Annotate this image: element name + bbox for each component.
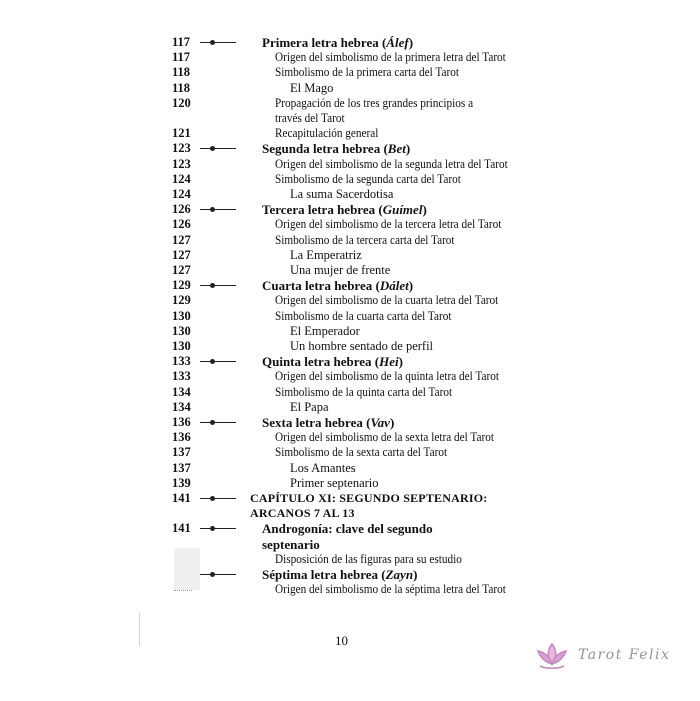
toc-entry <box>0 293 700 308</box>
toc-page-number: 124 <box>172 171 191 186</box>
title-part: Androgonía: clave del segundo <box>262 521 433 537</box>
toc-entry-title <box>275 233 455 248</box>
toc-entry <box>0 521 700 536</box>
title-part: Séptima letra hebrea ( <box>262 567 386 582</box>
toc-entry <box>0 461 700 476</box>
toc-page-number: 129 <box>172 278 191 293</box>
toc-entry-title <box>275 385 452 400</box>
toc-entry <box>0 506 700 521</box>
toc-entry <box>0 126 700 141</box>
title-part: Bet <box>387 141 406 157</box>
leader-line <box>200 285 236 286</box>
title-part: Una mujer de frente <box>290 263 391 277</box>
toc-entry <box>0 476 700 491</box>
toc-entry-title <box>275 293 498 308</box>
toc-entry-title <box>262 278 413 293</box>
leader-line <box>200 528 236 529</box>
leader-line <box>200 42 236 43</box>
title-part: Quinta letra hebrea ( <box>262 354 380 370</box>
toc-entry-title <box>275 96 473 111</box>
toc-entry <box>0 141 700 156</box>
title-part: Un hombre sentado de perfil <box>290 339 434 353</box>
toc-entry-title <box>290 324 360 339</box>
toc-entry <box>0 263 700 278</box>
title-part: ) <box>405 141 411 157</box>
toc-entry-title <box>275 552 462 567</box>
toc-entry-title <box>275 172 461 187</box>
toc-entry <box>0 65 700 80</box>
toc-entry <box>0 248 700 263</box>
title-part: Vav <box>370 415 390 430</box>
toc-entry-title <box>275 65 459 80</box>
toc-page-number: 120 <box>172 95 191 110</box>
toc-page-number: 126 <box>172 202 191 217</box>
title-part: Origen del simbolismo de la quinta letra del Tarot <box>275 369 499 384</box>
toc-entry <box>0 96 700 111</box>
title-part: Tercera letra hebrea ( <box>262 202 383 218</box>
title-part: ) <box>408 35 414 50</box>
toc-page-number: 127 <box>172 263 191 277</box>
toc-page-number: 130 <box>172 308 191 323</box>
toc-page-number: 117 <box>172 35 191 49</box>
title-part: Cuarta letra hebrea ( <box>262 278 380 294</box>
toc-entry-title <box>290 400 329 415</box>
title-part: Origen del simbolismo de la tercera letra del Tarot <box>275 217 502 232</box>
toc-page-number: 136 <box>172 430 191 445</box>
lotus-icon <box>534 640 570 672</box>
title-part: septenario <box>262 536 320 552</box>
toc-entry <box>0 491 700 506</box>
toc-page-number: 127 <box>172 232 191 247</box>
toc-entry-title <box>262 354 403 369</box>
title-part: ARCANOS 7 AL 13 <box>250 506 355 521</box>
toc-page-number: 139 <box>172 475 191 490</box>
toc-page-number: 141 <box>172 491 191 505</box>
toc-entry <box>0 111 700 126</box>
toc-entry-title <box>275 369 499 384</box>
title-part: Origen del simbolismo de la primera letra del Tarot <box>275 50 506 65</box>
toc-page-number: 136 <box>172 415 191 429</box>
toc-entry-title <box>275 309 451 324</box>
toc-page-number: 134 <box>172 384 191 399</box>
toc-entry <box>0 50 700 65</box>
toc-entry-title <box>262 141 410 156</box>
toc-page-number: 117 <box>172 50 191 65</box>
leader-line <box>200 209 236 210</box>
title-part: Propagación de los tres grandes principios a <box>275 95 474 110</box>
title-part: Sexta letra hebrea ( <box>262 415 371 430</box>
toc-entry-title <box>262 521 433 536</box>
title-part: Disposición de las figuras para su estudio <box>275 551 462 566</box>
toc-entry <box>0 339 700 354</box>
title-part: Simbolismo de la sexta carta del Tarot <box>275 445 448 460</box>
title-part: Zayn <box>385 567 414 582</box>
toc-page-number: 137 <box>172 460 191 475</box>
toc-entry <box>0 202 700 217</box>
toc-entry <box>0 369 700 384</box>
toc-page-number: 133 <box>172 369 191 384</box>
toc-page-number: 123 <box>172 156 191 171</box>
watermark-text: Tarot Felix <box>578 647 671 663</box>
title-part: Primera letra hebrea ( <box>262 35 387 50</box>
toc-page-number: 124 <box>172 187 191 201</box>
toc-page-number: 123 <box>172 141 191 156</box>
title-part: Simbolismo de la primera carta del Tarot <box>275 65 459 80</box>
toc-entry-title <box>275 430 494 445</box>
toc-entry-title <box>290 476 379 491</box>
toc-entry <box>0 430 700 445</box>
toc-entry-title <box>290 248 362 263</box>
toc-entry <box>0 567 700 582</box>
title-part: Segunda letra hebrea ( <box>262 141 388 157</box>
title-part: Origen del simbolismo de la séptima letra del Tarot <box>275 582 506 597</box>
title-part: Simbolismo de la segunda carta del Tarot <box>275 171 461 186</box>
toc-page-number: 121 <box>172 126 191 141</box>
title-part: Origen del simbolismo de la segunda letra del Tarot <box>275 156 508 171</box>
toc-entry <box>0 537 700 552</box>
toc-entry-title <box>262 567 417 582</box>
toc-entry <box>0 445 700 460</box>
title-part: Guímel <box>382 202 423 218</box>
toc-entry-title <box>290 81 333 96</box>
title-part: Hei <box>379 354 399 370</box>
watermark-logo <box>534 640 672 672</box>
leader-line <box>200 361 236 362</box>
leader-line <box>200 422 236 423</box>
toc-entry-title <box>275 126 378 141</box>
toc-entry-title <box>275 111 345 126</box>
title-part: Simbolismo de la tercera carta del Tarot <box>275 232 455 247</box>
title-part: Dálet <box>379 278 409 294</box>
toc-page-number: 134 <box>172 399 191 414</box>
toc-entry <box>0 81 700 96</box>
toc-entry-title <box>290 263 390 278</box>
title-part: Primer septenario <box>290 475 379 490</box>
toc-entry <box>0 309 700 324</box>
title-part: Origen del simbolismo de la cuarta letra del Tarot <box>275 293 499 308</box>
toc-entry <box>0 35 700 50</box>
toc-entry <box>0 354 700 369</box>
title-part: Origen del simbolismo de la sexta letra del Tarot <box>275 430 494 445</box>
toc-page-number: 130 <box>172 323 191 338</box>
title-part: ) <box>413 567 418 582</box>
title-part: ) <box>398 354 403 370</box>
toc-entry <box>0 400 700 415</box>
toc-entry-title <box>290 187 393 202</box>
toc-entry <box>0 157 700 172</box>
toc-page-number: 126 <box>172 217 191 232</box>
title-part: El Mago <box>290 80 334 95</box>
title-part: CAPÍTULO XI: SEGUNDO SEPTENARIO: <box>250 491 488 505</box>
title-part: Álef <box>386 35 409 50</box>
toc-entry-title <box>290 339 433 354</box>
toc-entry-title <box>262 202 427 217</box>
toc-entry-title <box>262 35 413 50</box>
toc-entry <box>0 385 700 400</box>
toc-page-number: 130 <box>172 339 191 353</box>
leader-line <box>200 498 236 499</box>
title-part: Simbolismo de la quinta carta del Tarot <box>275 384 453 399</box>
toc-entry <box>0 278 700 293</box>
toc-page-number: 137 <box>172 445 191 460</box>
toc-entry-title <box>275 157 508 172</box>
toc-entry-title <box>250 491 487 506</box>
title-part: La suma Sacerdotisa <box>290 187 394 201</box>
title-part: través del Tarot <box>275 111 345 125</box>
toc-entry <box>0 233 700 248</box>
title-part: El Papa <box>290 399 329 414</box>
toc-entry-title <box>275 217 501 232</box>
title-part: Simbolismo de la cuarta carta del Tarot <box>275 308 452 323</box>
toc-page-number: 127 <box>172 247 191 262</box>
title-part: El Emperador <box>290 323 360 338</box>
toc-page-number: 118 <box>172 80 191 95</box>
page-smudge <box>174 548 200 590</box>
title-part: ) <box>422 202 427 218</box>
title-part: La Emperatriz <box>290 247 362 262</box>
title-part: Recapitulación general <box>275 126 379 141</box>
toc-page-number: 133 <box>172 354 191 369</box>
title-part: ) <box>408 278 414 294</box>
toc-entry <box>0 415 700 430</box>
cutoff-page-number <box>174 590 192 593</box>
title-part: ) <box>389 415 395 430</box>
leader-line <box>200 574 236 575</box>
toc-page-number: 141 <box>172 521 191 536</box>
toc-entry <box>0 172 700 187</box>
toc-page-number: 129 <box>172 293 191 308</box>
page-number: 10 <box>335 633 348 648</box>
toc-entry-title <box>275 445 447 460</box>
toc-entry <box>0 552 700 567</box>
leader-line <box>200 148 236 149</box>
toc-entry-title <box>275 50 506 65</box>
title-part: Los Amantes <box>290 460 356 475</box>
toc-entry <box>0 187 700 202</box>
toc-entry <box>0 582 700 597</box>
toc-entry-title <box>262 415 394 430</box>
toc-entry-title <box>250 506 355 521</box>
toc-entry-title <box>290 461 356 476</box>
toc-entry <box>0 324 700 339</box>
toc-entry-title <box>275 582 506 597</box>
toc-entry <box>0 217 700 232</box>
toc-entry-title <box>262 537 320 552</box>
toc-page-number: 118 <box>172 65 191 80</box>
page-edge-mark <box>139 612 140 646</box>
